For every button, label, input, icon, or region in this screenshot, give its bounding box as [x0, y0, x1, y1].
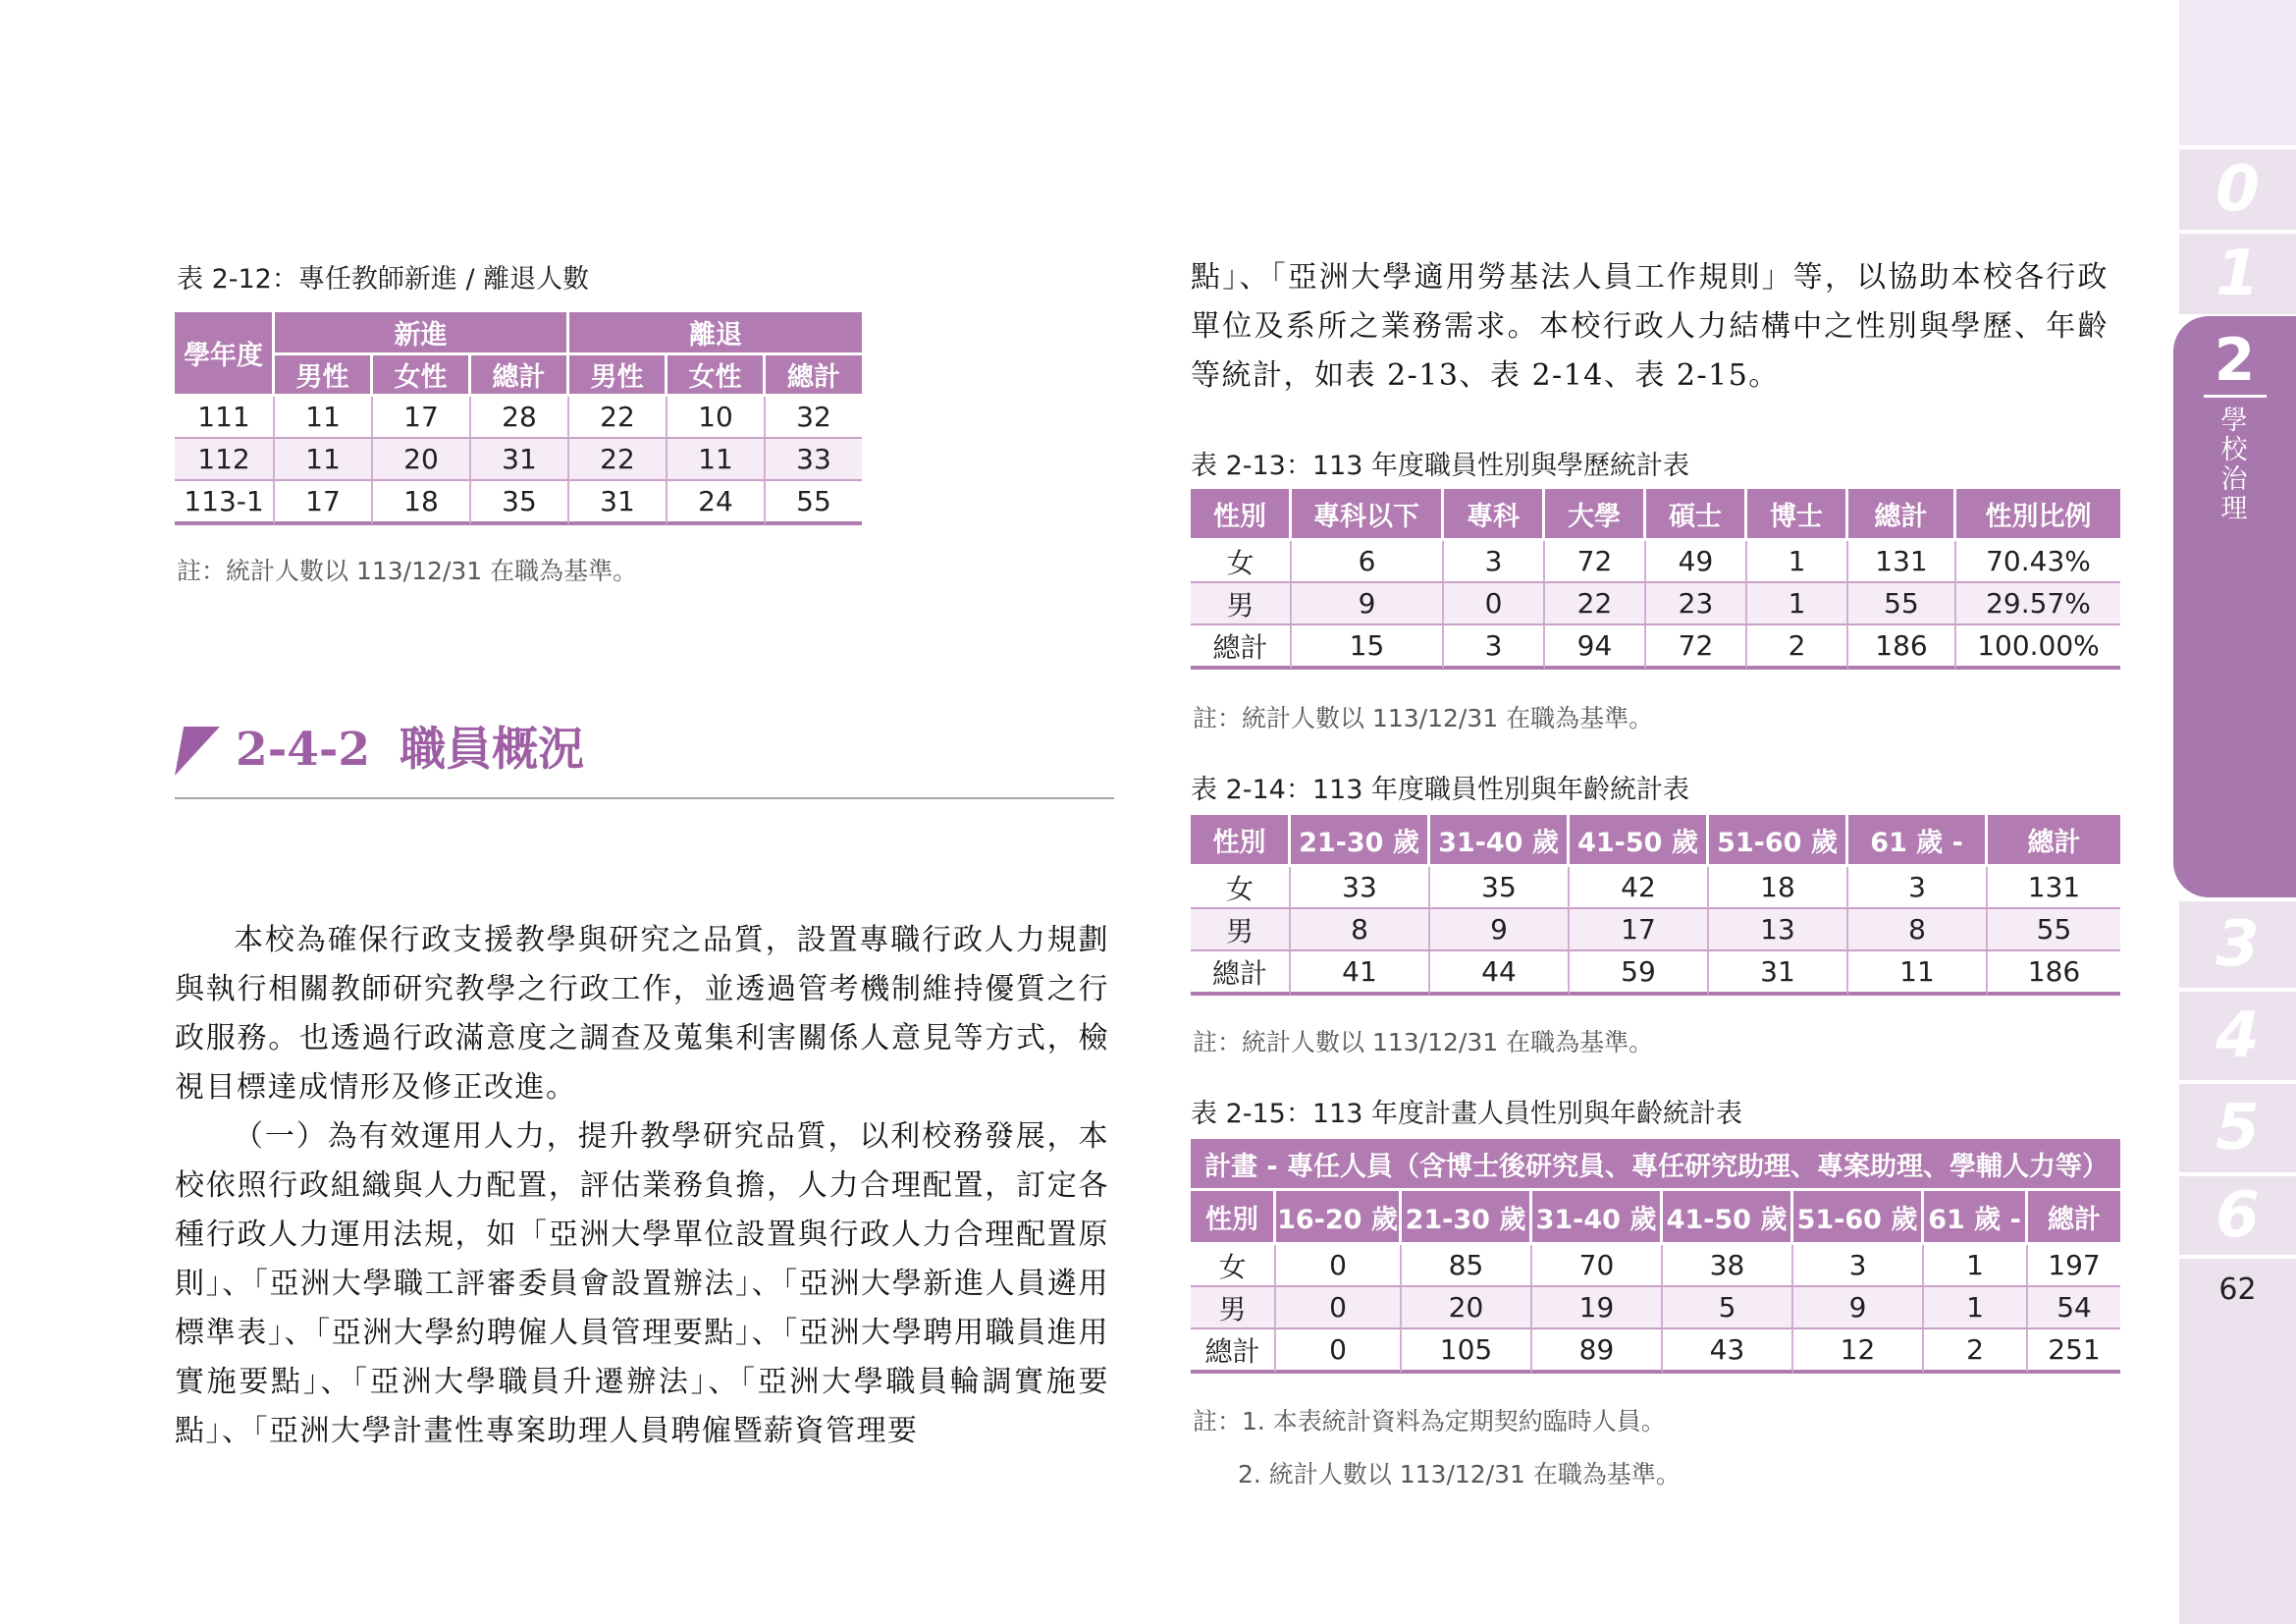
table-row	[1191, 1191, 2120, 1245]
header-cell: 31-40 歲	[1532, 1191, 1663, 1245]
cell: 11	[667, 439, 766, 481]
cell: 1	[1924, 1245, 2028, 1287]
cell: 28	[471, 397, 569, 439]
section-marker-icon	[175, 727, 220, 776]
cell: 1	[1924, 1287, 2028, 1329]
tab-underline	[2204, 395, 2267, 398]
sidebar-tab-4	[2179, 992, 2296, 1080]
sidebar-tab-0	[2179, 149, 2296, 230]
cell: 35	[1430, 867, 1570, 909]
header-cell: 51-60 歲	[1793, 1191, 1924, 1245]
cell: 15	[1292, 625, 1444, 670]
cell: 32	[766, 397, 862, 439]
table-row	[1191, 815, 2120, 867]
cell: 1	[1747, 583, 1848, 625]
table-row	[175, 481, 862, 525]
cell: 31	[471, 439, 569, 481]
cell: 13	[1709, 909, 1848, 951]
cell: 44	[1430, 951, 1570, 996]
table-2-13	[1191, 489, 2120, 670]
cell: 55	[766, 481, 862, 525]
cell: 0	[1444, 583, 1545, 625]
note-line: 註：1. 本表統計資料為定期契約臨時人員。	[1193, 1407, 1666, 1435]
table-row	[175, 397, 862, 439]
header-cell: 21-30 歲	[1402, 1191, 1532, 1245]
cell: 131	[1988, 867, 2120, 909]
cell: 41	[1291, 951, 1430, 996]
sidebar-tab-1	[2179, 234, 2296, 314]
table-2-15	[1191, 1139, 2120, 1374]
cell: 112	[175, 439, 275, 481]
cell: 17	[275, 481, 373, 525]
cell: 女	[1191, 541, 1292, 583]
header-cell: 總計	[471, 355, 569, 397]
header-cell: 總計	[766, 355, 862, 397]
cell: 186	[1988, 951, 2120, 996]
header-cell: 性別	[1191, 489, 1292, 541]
sidebar-tab-2-active	[2173, 316, 2296, 897]
cell: 11	[1848, 951, 1988, 996]
cell: 105	[1402, 1329, 1532, 1374]
table-row	[1191, 951, 2120, 996]
cell: 33	[1291, 867, 1430, 909]
table-row	[175, 439, 862, 481]
cell: 9	[1292, 583, 1444, 625]
cell: 43	[1663, 1329, 1793, 1374]
cell: 3	[1848, 867, 1988, 909]
cell: 17	[373, 397, 471, 439]
header-cell: 21-30 歲	[1291, 815, 1430, 867]
header-cell: 女性	[373, 355, 471, 397]
header-cell: 性別	[1191, 815, 1291, 867]
cell: 113-1	[175, 481, 275, 525]
header-cell: 學年度	[175, 312, 275, 397]
section-number: 2-4-2	[236, 723, 371, 777]
table-row	[1191, 541, 2120, 583]
cell: 12	[1793, 1329, 1924, 1374]
cell: 9	[1793, 1287, 1924, 1329]
header-cell: 總計	[1848, 489, 1956, 541]
table-row	[1191, 625, 2120, 670]
table-row	[1191, 489, 2120, 541]
sidebar-tab-label: 2	[2214, 326, 2256, 395]
cell: 251	[2028, 1329, 2120, 1374]
table-2-13-note: 註：統計人數以 113/12/31 在職為基準。	[1193, 704, 1654, 732]
sidebar-page-block	[2179, 1259, 2296, 1624]
cell: 0	[1276, 1245, 1402, 1287]
table-2-14-title: 表 2-14：113 年度職員性別與年齡統計表	[1191, 775, 1689, 805]
sidebar-tab-label: 3	[2216, 908, 2260, 981]
cell: 0	[1276, 1287, 1402, 1329]
cell: 女	[1191, 1245, 1276, 1287]
cell: 70	[1532, 1245, 1663, 1287]
table-2-14	[1191, 815, 2120, 996]
page-number: 62	[2218, 1272, 2257, 1307]
cell: 9	[1430, 909, 1570, 951]
table-2-12	[175, 312, 862, 525]
cell: 70.43%	[1956, 541, 2120, 583]
cell: 24	[667, 481, 766, 525]
table-2-13-title: 表 2-13：113 年度職員性別與學歷統計表	[1191, 451, 1689, 481]
table-2-15-note	[1193, 1402, 1681, 1490]
table-row	[175, 355, 862, 397]
header-cell: 性別	[1191, 1191, 1276, 1245]
header-cell: 16-20 歲	[1276, 1191, 1402, 1245]
sidebar-tab-6	[2179, 1176, 2296, 1255]
table-row	[1191, 1287, 2120, 1329]
cell: 3	[1444, 541, 1545, 583]
sidebar-block-blank	[2179, 0, 2296, 145]
header-cell: 女性	[667, 355, 766, 397]
sidebar-tab-label: 6	[2216, 1179, 2260, 1252]
cell: 31	[1709, 951, 1848, 996]
cell: 1	[1747, 541, 1848, 583]
cell: 男	[1191, 1287, 1276, 1329]
cell: 8	[1291, 909, 1430, 951]
cell: 33	[766, 439, 862, 481]
table-2-12-note: 註：統計人數以 113/12/31 在職為基準。	[177, 557, 638, 585]
cell: 35	[471, 481, 569, 525]
header-cell: 51-60 歲	[1709, 815, 1848, 867]
cell: 0	[1276, 1329, 1402, 1374]
cell: 186	[1848, 625, 1956, 670]
sidebar-tab-label: 1	[2216, 238, 2260, 310]
cell: 22	[1545, 583, 1646, 625]
header-cell: 男性	[275, 355, 373, 397]
table-row	[1191, 583, 2120, 625]
header-cell: 41-50 歲	[1663, 1191, 1793, 1245]
paragraph: （一）為有效運用人力，提升教學研究品質，以利校務發展，本校依照行政組織與人力配置，評估業務負擔，人力合理配置，訂定各種行政人力運用法規，如「亞洲大學單位設置與行政人力合理配置原則」、「亞洲大學職工評審委員會設置辦法」、「亞洲大學新進人員遴用標準表」、「亞洲大學約聘僱人員管理要點」、「亞洲大學聘用職員進用實施要點」、「亞洲大學職員升遷辦法」、「亞洲大學職員輪調實施要點」、「亞洲大學計畫性專案助理人員聘僱暨薪資管理要	[175, 1119, 1109, 1448]
cell: 男	[1191, 909, 1291, 951]
cell: 23	[1646, 583, 1747, 625]
cell: 29.57%	[1956, 583, 2120, 625]
table-2-15-title: 表 2-15：113 年度計畫人員性別與年齡統計表	[1191, 1099, 1742, 1129]
cell: 85	[1402, 1245, 1532, 1287]
sidebar-tab-label: 0	[2216, 153, 2260, 226]
cell: 54	[2028, 1287, 2120, 1329]
header-cell: 41-50 歲	[1570, 815, 1709, 867]
header-cell: 新進	[275, 312, 569, 355]
table-row	[1191, 867, 2120, 909]
section-divider	[175, 797, 1114, 799]
header-cell: 61 歲 -	[1848, 815, 1988, 867]
table-2-14-note: 註：統計人數以 113/12/31 在職為基準。	[1193, 1028, 1654, 1056]
cell: 11	[275, 439, 373, 481]
cell: 72	[1646, 625, 1747, 670]
header-cell: 博士	[1747, 489, 1848, 541]
table-row	[175, 312, 862, 355]
cell: 55	[1988, 909, 2120, 951]
cell: 20	[1402, 1287, 1532, 1329]
header-cell: 61 歲 -	[1924, 1191, 2028, 1245]
sidebar-tab-label: 5	[2216, 1092, 2260, 1164]
cell: 總計	[1191, 625, 1292, 670]
section-heading	[175, 723, 584, 778]
sidebar-tab-5	[2179, 1084, 2296, 1172]
cell: 總計	[1191, 1329, 1276, 1374]
header-cell: 總計	[1988, 815, 2120, 867]
cell: 5	[1663, 1287, 1793, 1329]
cell: 100.00%	[1956, 625, 2120, 670]
cell: 10	[667, 397, 766, 439]
header-cell: 專科	[1444, 489, 1545, 541]
cell: 42	[1570, 867, 1709, 909]
cell: 3	[1793, 1245, 1924, 1287]
cell: 男	[1191, 583, 1292, 625]
cell: 女	[1191, 867, 1291, 909]
table-row	[1191, 1329, 2120, 1374]
cell: 111	[175, 397, 275, 439]
sidebar-tab-3	[2179, 901, 2296, 988]
cell: 55	[1848, 583, 1956, 625]
header-cell: 性別比例	[1956, 489, 2120, 541]
header-cell: 離退	[569, 312, 862, 355]
table-2-12-title: 表 2-12：專任教師新進 / 離退人數	[177, 264, 590, 295]
cell: 18	[1709, 867, 1848, 909]
cell: 2	[1924, 1329, 2028, 1374]
cell: 8	[1848, 909, 1988, 951]
cell: 17	[1570, 909, 1709, 951]
cell: 11	[275, 397, 373, 439]
table-row	[1191, 1245, 2120, 1287]
section-title: 職員概況	[400, 723, 585, 777]
sidebar-tab-label: 4	[2216, 1000, 2260, 1072]
cell: 總計	[1191, 951, 1291, 996]
cell: 19	[1532, 1287, 1663, 1329]
header-cell: 總計	[2028, 1191, 2120, 1245]
cell: 131	[1848, 541, 1956, 583]
cell: 89	[1532, 1329, 1663, 1374]
cell: 94	[1545, 625, 1646, 670]
cell: 59	[1570, 951, 1709, 996]
cell: 22	[569, 397, 667, 439]
cell: 38	[1663, 1245, 1793, 1287]
paragraph: 點」、「亞洲大學適用勞基法人員工作規則」等，以協助本校各行政單位及系所之業務需求。本校行政人力結構中之性別與學歷、年齡等統計，如表 2-13、表 2-14、表 2-15。	[1191, 260, 2109, 393]
cell: 31	[569, 481, 667, 525]
cell: 6	[1292, 541, 1444, 583]
header-cell: 31-40 歲	[1430, 815, 1570, 867]
header-cell: 大學	[1545, 489, 1646, 541]
cell: 197	[2028, 1245, 2120, 1287]
chapter-title-vertical: 學校治理	[2216, 406, 2247, 523]
banner-cell: 計畫 - 專任人員（含博士後研究員、專任研究助理、專案助理、學輔人力等）	[1191, 1139, 2120, 1191]
cell: 18	[373, 481, 471, 525]
note-line: 2. 統計人數以 113/12/31 在職為基準。	[1238, 1460, 1681, 1489]
header-cell: 專科以下	[1292, 489, 1444, 541]
cell: 2	[1747, 625, 1848, 670]
cell: 20	[373, 439, 471, 481]
table-row	[1191, 909, 2120, 951]
header-cell: 男性	[569, 355, 667, 397]
cell: 72	[1545, 541, 1646, 583]
table-row	[1191, 1139, 2120, 1191]
header-cell: 碩士	[1646, 489, 1747, 541]
cell: 3	[1444, 625, 1545, 670]
cell: 49	[1646, 541, 1747, 583]
cell: 22	[569, 439, 667, 481]
paragraph: 本校為確保行政支援教學與研究之品質，設置專職行政人力規劃與執行相關教師研究教學之行政工作，並透過管考機制維持優質之行政服務。也透過行政滿意度之調查及蒐集利害關係人意見等方式，檢視目標達成情形及修正改進。	[175, 923, 1109, 1105]
